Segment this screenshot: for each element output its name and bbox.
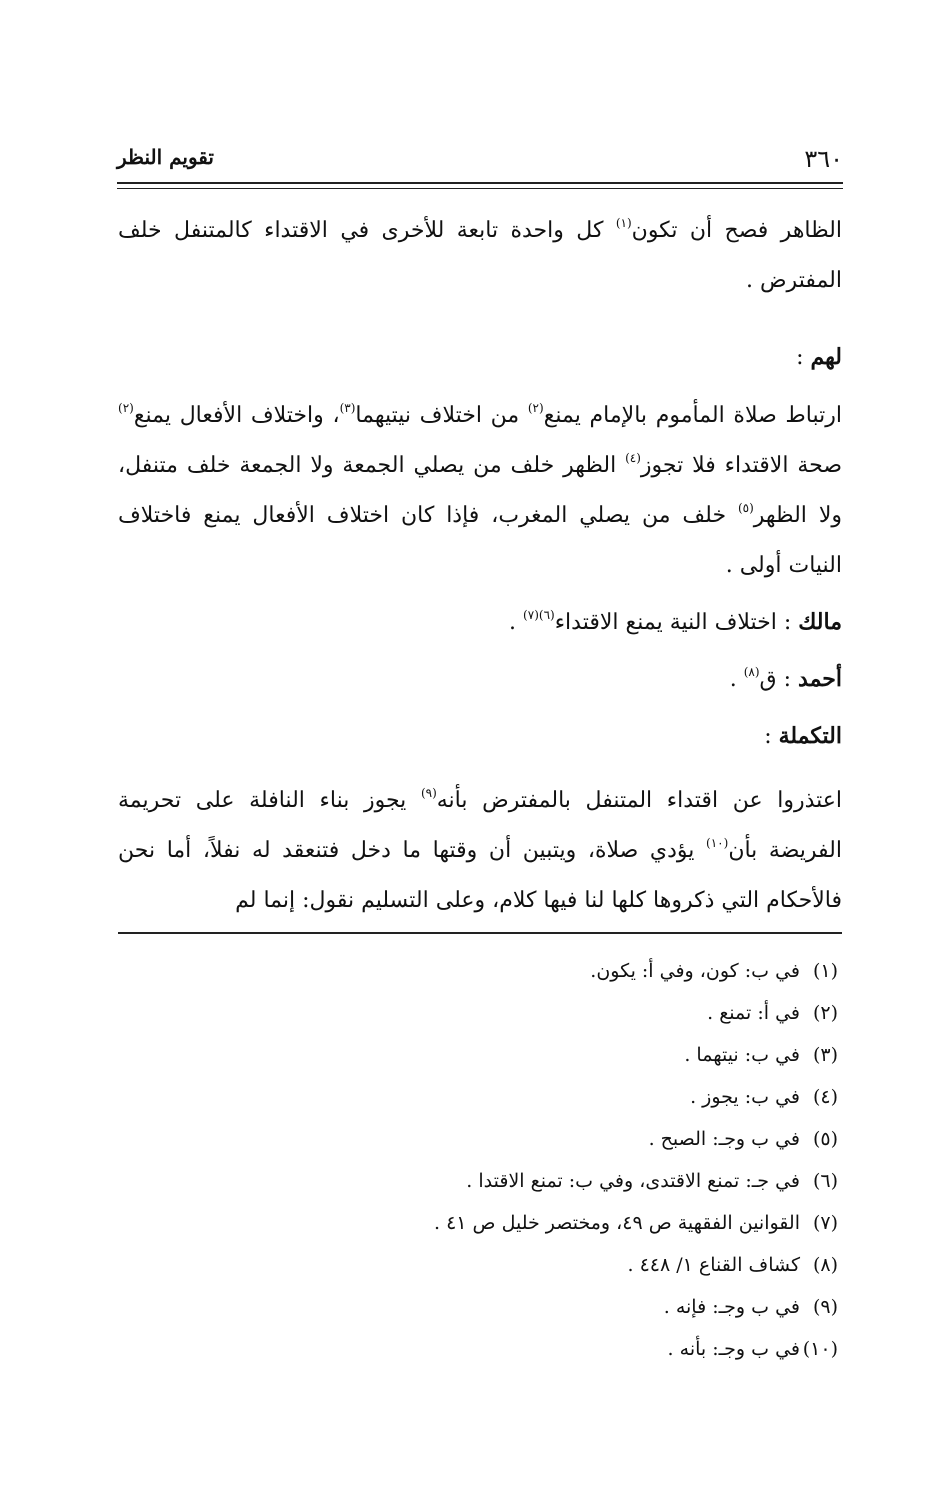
footnotes <box>118 950 842 1370</box>
paragraph-2 <box>118 391 842 591</box>
footnote-number: (٢) <box>812 1002 838 1024</box>
footnote-number: (٤) <box>812 1086 838 1108</box>
footnote-number: (٣) <box>812 1044 838 1066</box>
running-header <box>117 145 843 183</box>
text-span: الظهر خلف من يصلي الجمعة ولا الجمعة خلف متنفل، ولا الظهر <box>118 453 842 528</box>
footnote-item <box>118 1034 842 1076</box>
page-number: ٣٦٠ <box>804 145 843 173</box>
footnote-number: (٧) <box>812 1212 838 1234</box>
footnote-ref: (١٠) <box>706 836 729 850</box>
section-heading-takmila <box>118 711 842 762</box>
text-span: خلف من يصلي المغرب، فإذا كان اختلاف الأفعال يمنع فاختلاف النيات أولى . <box>118 503 842 578</box>
footnote-item <box>118 950 842 992</box>
text-span: كل واحدة تابعة للأخرى في الاقتداء كالمتنفل خلف المفترض . <box>118 218 842 293</box>
footnote-ref: (٤) <box>625 451 641 465</box>
footnote-text: في أ: تمنع . <box>707 1002 800 1024</box>
footnote-item <box>118 1076 842 1118</box>
heading-colon: : <box>796 345 811 370</box>
footnote-ref: (٢) <box>118 401 134 415</box>
footnote-text: القوانين الفقهية ص ٤٩، ومختصر خليل ص ٤١ . <box>434 1212 800 1234</box>
footnote-item <box>118 992 842 1034</box>
footnote-item <box>118 1160 842 1202</box>
footnote-text: كشاف القناع ١/ ٤٤٨ . <box>627 1254 800 1276</box>
opinion-end: . <box>509 610 524 635</box>
heading-label: لهم <box>810 344 842 370</box>
footnote-text: في جـ: تمنع الاقتدى، وفي ب: تمنع الاقتدا . <box>466 1170 800 1192</box>
footnote-ref: (٢) <box>527 401 544 415</box>
footnote-item <box>118 1328 842 1370</box>
footnote-ref: (٨) <box>743 665 760 679</box>
footnote-separator <box>118 932 842 934</box>
footnote-ref: (١) <box>615 216 632 230</box>
text-span: ، واختلاف الأفعال يمنع <box>133 403 340 428</box>
footnote-text: في ب: كون، وفي أ: يكون. <box>590 960 800 982</box>
footnote-item <box>118 1244 842 1286</box>
footnote-ref: (٩) <box>420 786 437 800</box>
footnote-ref: (٦)(٧) <box>523 608 555 622</box>
footnote-number: (٦) <box>812 1170 838 1192</box>
opinion-end: . <box>729 667 744 692</box>
footnote-number: (١) <box>812 960 838 982</box>
main-text <box>118 206 842 926</box>
text-span: صحة الاقتداء فلا تجوز <box>640 453 842 478</box>
footnote-number: (٩) <box>812 1296 838 1318</box>
heading-colon: : <box>764 724 779 749</box>
paragraph-1 <box>118 206 842 306</box>
footnote-text: في ب وجـ: فإنه . <box>663 1296 800 1318</box>
header-rule-thin <box>117 188 843 189</box>
opinion-text: : ق <box>759 667 799 692</box>
footnote-text: في ب وجـ: الصبح . <box>648 1128 800 1150</box>
header-rule-thick <box>117 182 843 184</box>
footnote-number: (١٠) <box>802 1338 838 1360</box>
opinion-label: مالك <box>798 609 842 635</box>
text-span: الظاهر فصح أن تكون <box>631 218 842 243</box>
text-span: اعتذروا عن اقتداء المتنفل بالمفترض بأنه <box>436 788 843 813</box>
footnote-text: في ب: نيتهما . <box>684 1044 800 1066</box>
heading-label: التكملة <box>778 723 842 749</box>
footnote-text: في ب: يجوز . <box>690 1086 800 1108</box>
opinion-malik <box>118 597 842 648</box>
opinion-text: : اختلاف النية يمنع الاقتداء <box>554 610 799 635</box>
section-heading-lahum <box>118 332 842 383</box>
text-span: يجوز بناء النافلة على تحريمة الفريضة بأن <box>118 788 843 863</box>
footnote-number: (٨) <box>812 1254 838 1276</box>
opinion-label: أحمد <box>798 666 842 692</box>
text-span: من اختلاف نيتيهما <box>355 403 528 428</box>
footnote-ref: (٣) <box>339 401 356 415</box>
running-title: تقويم النظر <box>117 145 214 169</box>
paragraph-3 <box>118 776 842 926</box>
text-span: ارتباط صلاة المأموم بالإمام يمنع <box>543 403 842 428</box>
footnote-text: في ب وجـ: بأنه . <box>667 1338 800 1360</box>
text-span: يؤدي صلاة، ويتبين أن وقتها ما دخل فتنعقد له نفلاً، أما نحن فالأحكام التي ذكروها كلها لنا فيها كلام، وعلى التسليم نقول: إنما لم <box>118 838 842 913</box>
footnote-number: (٥) <box>812 1128 838 1150</box>
footnote-item <box>118 1202 842 1244</box>
footnote-item <box>118 1118 842 1160</box>
opinion-ahmad <box>118 654 842 705</box>
footnote-item <box>118 1286 842 1328</box>
footnote-ref: (٥) <box>737 501 754 515</box>
